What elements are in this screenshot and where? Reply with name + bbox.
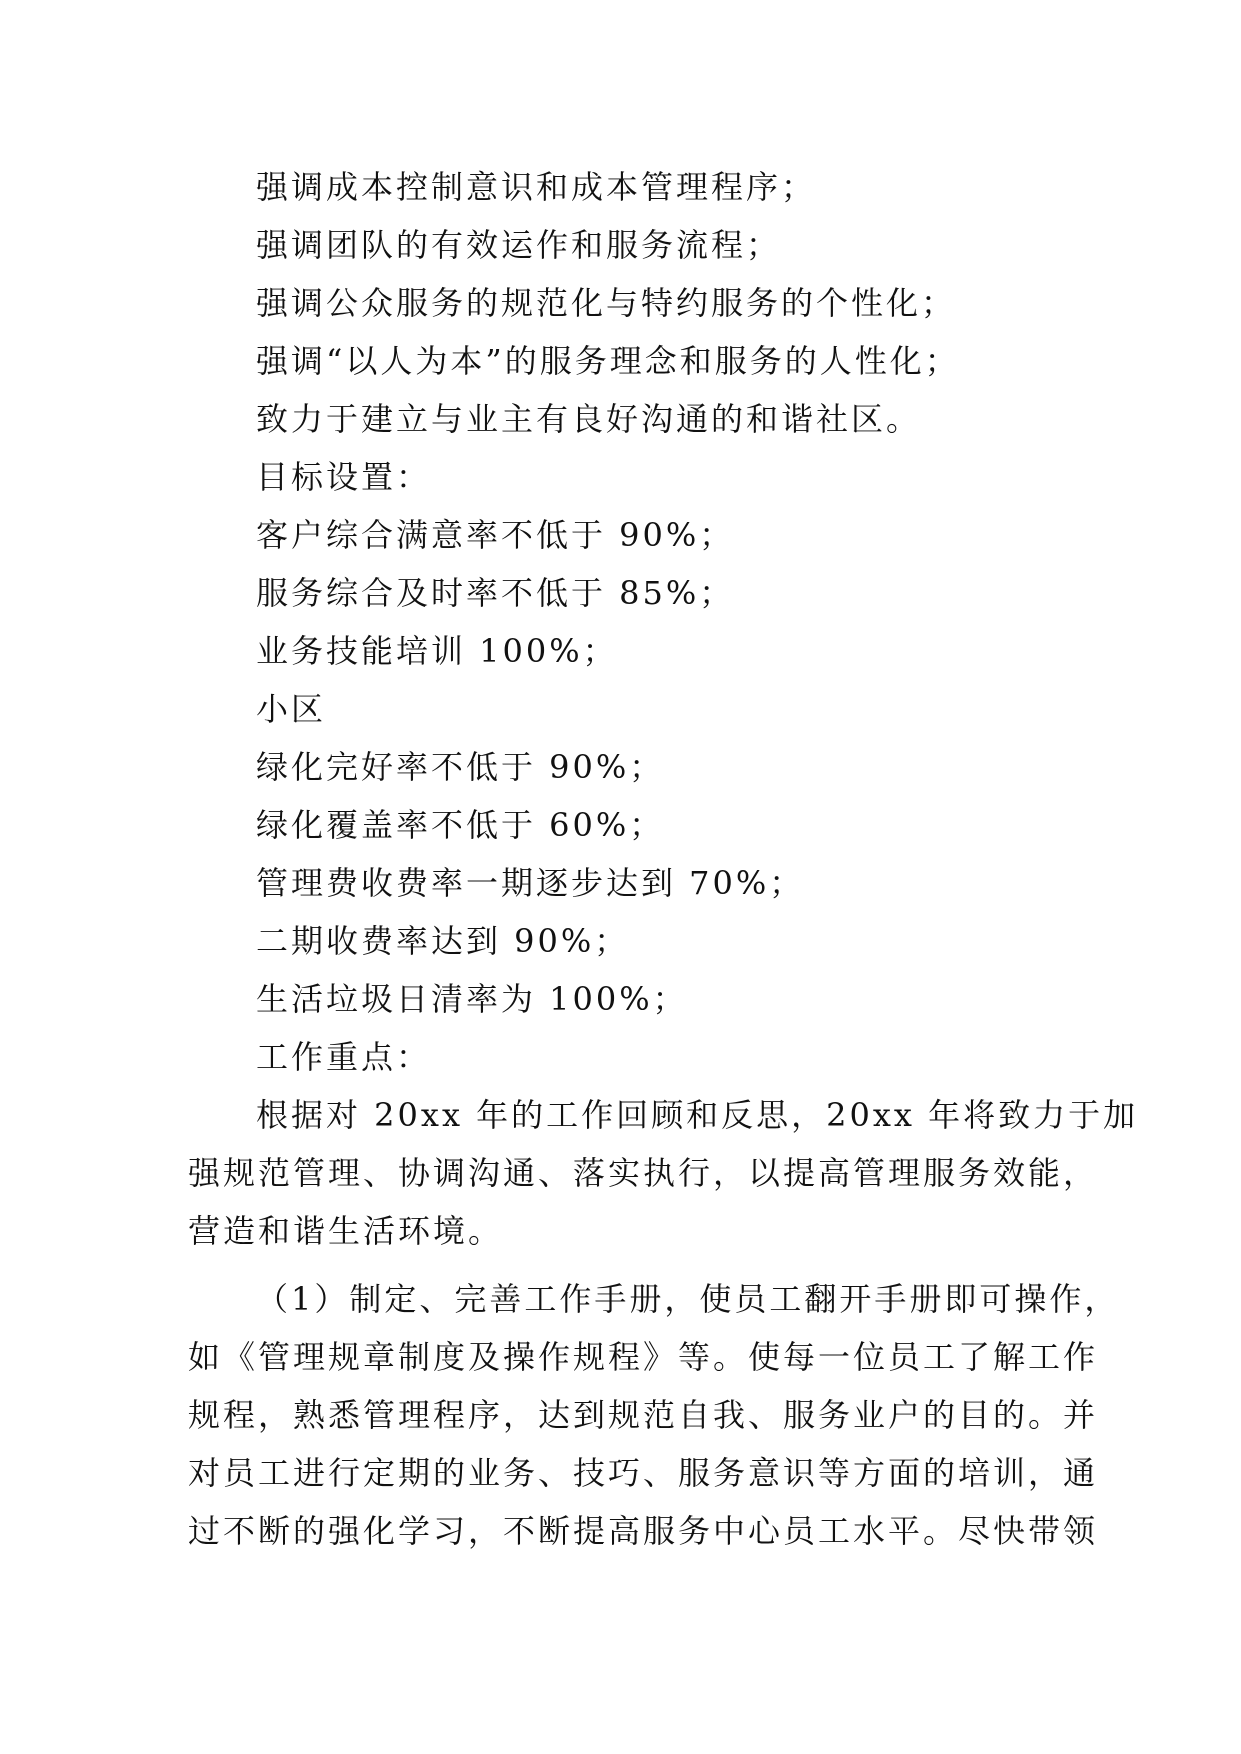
paragraph-spacer (188, 1260, 1058, 1270)
text-line: 管理费收费率一期逐步达到 70%； (256, 864, 805, 902)
paragraph-focus-intro (188, 1086, 1139, 1260)
text-line: 服务综合及时率不低于 85%； (256, 574, 735, 612)
paragraph-line: 根据对 20xx 年的工作回顾和反思，20xx 年将致力于加 (256, 1096, 1139, 1134)
section-heading-goals: 目标设置： (256, 458, 432, 496)
paragraph-line: 营造和谐生活环境。 (188, 1212, 504, 1250)
paragraph-line: 过不断的强化学习，不断提高服务中心员工水平。尽快带领 (188, 1512, 1099, 1550)
text-line: 致力于建立与业主有良好沟通的和谐社区。 (256, 400, 922, 438)
text-line: 客户综合满意率不低于 90%； (256, 516, 735, 554)
document-body (188, 158, 1139, 1560)
paragraph-line: 规程，熟悉管理程序，达到规范自我、服务业户的目的。并 (188, 1396, 1099, 1434)
text-line: 强调公众服务的规范化与特约服务的个性化； (256, 284, 957, 322)
paragraph-item-1 (188, 1270, 1120, 1560)
text-line: 业务技能培训 100%； (256, 632, 618, 670)
paragraph-line: 对员工进行定期的业务、技巧、服务意识等方面的培训，通 (188, 1454, 1099, 1492)
text-line: 强调“以人为本”的服务理念和服务的人性化； (256, 342, 960, 380)
text-line: 小区 (256, 690, 327, 728)
text-line: 强调成本控制意识和成本管理程序； (256, 168, 817, 206)
text-line: 生活垃圾日清率为 100%； (256, 980, 688, 1018)
paragraph-line: 如《管理规章制度及操作规程》等。使每一位员工了解工作 (188, 1338, 1099, 1376)
text-line: 强调团队的有效运作和服务流程； (256, 226, 782, 264)
text-line: 绿化完好率不低于 90%； (256, 748, 665, 786)
text-line: 二期收费率达到 90%； (256, 922, 630, 960)
paragraph-line: （1）制定、完善工作手册，使员工翻开手册即可操作， (256, 1280, 1120, 1318)
section-heading-focus: 工作重点： (256, 1038, 432, 1076)
text-line: 绿化覆盖率不低于 60%； (256, 806, 665, 844)
paragraph-line: 强规范管理、协调沟通、落实执行，以提高管理服务效能， (188, 1154, 1099, 1192)
